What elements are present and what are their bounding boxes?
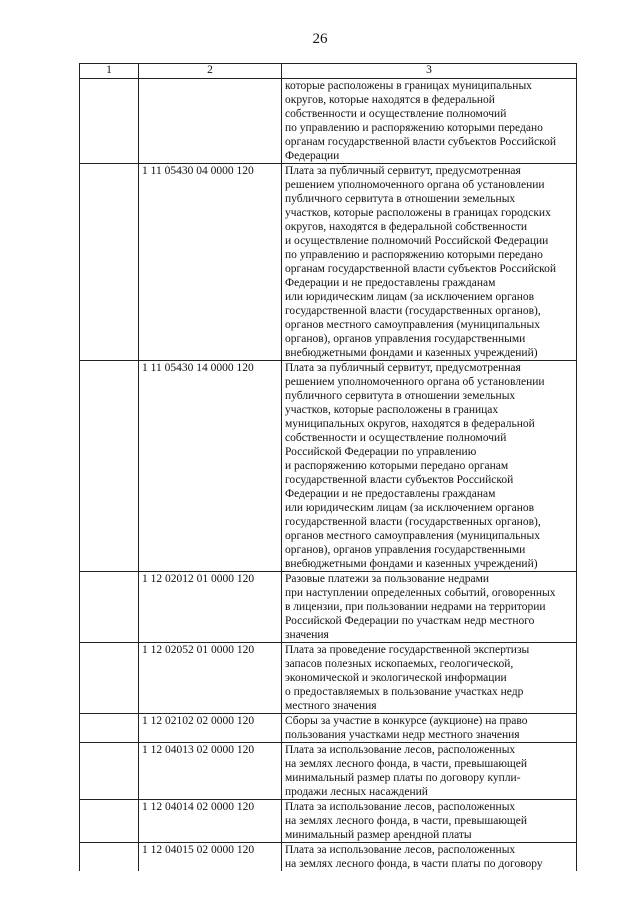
text-line: округов, находятся в федеральной собственности: [285, 221, 528, 233]
text-line: по управлению и распоряжению которыми передано: [285, 122, 543, 134]
text-line: Российской Федерации по участкам недр местного: [285, 615, 535, 627]
text-line: органам государственной власти субъектов Российской: [285, 263, 557, 275]
revenue-code-cell: 1 12 04015 02 0000 120: [139, 843, 282, 872]
text-line: Плата за публичный сервитут, предусмотренная: [285, 362, 521, 374]
row-number-cell: [80, 79, 139, 164]
text-line: собственности и осуществление полномочий: [285, 432, 507, 444]
description-cell: [282, 361, 577, 572]
description-cell: [282, 800, 577, 843]
text-line: органов местного самоуправления (муниципальных: [285, 319, 541, 331]
text-line: или юридическим лицам (за исключением органов: [285, 291, 535, 303]
table-header-row: [80, 64, 577, 79]
text-line: собственности и осуществление полномочий: [285, 108, 507, 120]
text-line: в лицензии, при пользовании недрами на территории: [285, 601, 546, 613]
text-line: запасов полезных ископаемых, геологической,: [285, 658, 514, 670]
description-cell: [282, 643, 577, 714]
table-row: [80, 843, 577, 872]
row-number-cell: [80, 361, 139, 572]
revenue-code-cell: 1 11 05430 14 0000 120: [139, 361, 282, 572]
text-line: публичного сервитута в отношении земельных: [285, 390, 516, 402]
text-line: участков, которые расположены в границах городских: [285, 207, 551, 219]
text-line: минимальный размер арендной платы: [285, 829, 472, 841]
revenue-code-cell: [139, 79, 282, 164]
description-cell: [282, 714, 577, 743]
text-line: публичного сервитута в отношении земельных: [285, 193, 516, 205]
table-body: [80, 64, 577, 872]
text-line: Российской Федерации по управлению: [285, 446, 477, 458]
table-row: [80, 79, 577, 164]
column-header-2: 2: [139, 64, 282, 79]
text-line: на землях лесного фонда, в части, превышающей: [285, 815, 528, 827]
text-line: органов), органов управления государственными: [285, 333, 526, 345]
text-line: Разовые платежи за пользование недрами: [285, 573, 490, 585]
text-line: решением уполномоченного органа об установлении: [285, 179, 545, 191]
row-number-cell: [80, 800, 139, 843]
text-line: Плата за проведение государственной экспертизы: [285, 644, 530, 656]
text-line: которые расположены в границах муниципальных: [285, 80, 532, 92]
table-row: [80, 743, 577, 800]
description-cell: [282, 572, 577, 643]
text-line: местного значения: [285, 700, 377, 712]
description-cell: [282, 843, 577, 872]
text-line: Федерации: [285, 150, 340, 162]
table-row: [80, 800, 577, 843]
text-line: внебюджетными фондами и казенных учреждений): [285, 347, 538, 359]
text-line: округов, которые находятся в федеральной: [285, 94, 495, 106]
table-row: [80, 714, 577, 743]
text-line: на землях лесного фонда, в части платы по договору: [285, 858, 543, 870]
text-line: и осуществление полномочий Российской Федерации: [285, 235, 549, 247]
revenue-code-cell: 1 11 05430 04 0000 120: [139, 164, 282, 361]
column-header-1: 1: [80, 64, 139, 79]
table-row: [80, 643, 577, 714]
description-cell: [282, 164, 577, 361]
page-number: 26: [312, 31, 328, 47]
row-number-cell: [80, 643, 139, 714]
text-line: решением уполномоченного органа об установлении: [285, 376, 545, 388]
table-row: [80, 572, 577, 643]
text-line: Плата за публичный сервитут, предусмотренная: [285, 165, 521, 177]
description-cell: [282, 743, 577, 800]
row-number-cell: [80, 843, 139, 872]
revenue-code-cell: 1 12 02102 02 0000 120: [139, 714, 282, 743]
text-line: государственной власти субъектов Российской: [285, 474, 514, 486]
revenue-code-table: [79, 63, 577, 871]
text-line: Плата за использование лесов, расположенных: [285, 744, 516, 756]
description-cell: [282, 79, 577, 164]
row-number-cell: [80, 714, 139, 743]
text-line: Плата за использование лесов, расположенных: [285, 844, 516, 856]
row-number-cell: [80, 743, 139, 800]
text-line: муниципальных округов, находятся в федеральной: [285, 418, 535, 430]
text-line: и распоряжению которыми передано органам: [285, 460, 509, 472]
text-line: Федерации и не предоставлены гражданам: [285, 277, 496, 289]
text-line: при наступлении определенных событий, оговоренных: [285, 587, 556, 599]
text-line: внебюджетными фондами и казенных учреждений): [285, 558, 538, 570]
revenue-code-cell: 1 12 04014 02 0000 120: [139, 800, 282, 843]
text-line: государственной власти (государственных органов),: [285, 305, 541, 317]
text-line: минимальный размер платы по договору купли-: [285, 772, 521, 784]
table-row: [80, 361, 577, 572]
text-line: по управлению и распоряжению которыми передано: [285, 249, 543, 261]
text-line: о предоставляемых в пользование участках недр: [285, 686, 524, 698]
revenue-code-cell: 1 12 02052 01 0000 120: [139, 643, 282, 714]
text-line: на землях лесного фонда, в части, превышающей: [285, 758, 528, 770]
row-number-cell: [80, 164, 139, 361]
text-line: Сборы за участие в конкурсе (аукционе) на право: [285, 715, 528, 727]
text-line: Федерации и не предоставлены гражданам: [285, 488, 496, 500]
row-number-cell: [80, 572, 139, 643]
column-header-3: 3: [282, 64, 577, 79]
text-line: значения: [285, 629, 329, 641]
revenue-code-cell: 1 12 02012 01 0000 120: [139, 572, 282, 643]
text-line: государственной власти (государственных органов),: [285, 516, 541, 528]
text-line: экономической и экологической информации: [285, 672, 507, 684]
text-line: органов местного самоуправления (муниципальных: [285, 530, 541, 542]
text-line: или юридическим лицам (за исключением органов: [285, 502, 535, 514]
text-line: продажи лесных насаждений: [285, 786, 428, 798]
table-row: [80, 164, 577, 361]
text-line: пользования участками недр местного значения: [285, 729, 520, 741]
text-line: органов), органов управления государственными: [285, 544, 526, 556]
text-line: органам государственной власти субъектов Российской: [285, 136, 557, 148]
revenue-code-cell: 1 12 04013 02 0000 120: [139, 743, 282, 800]
text-line: Плата за использование лесов, расположенных: [285, 801, 516, 813]
text-line: участков, которые расположены в границах: [285, 404, 499, 416]
